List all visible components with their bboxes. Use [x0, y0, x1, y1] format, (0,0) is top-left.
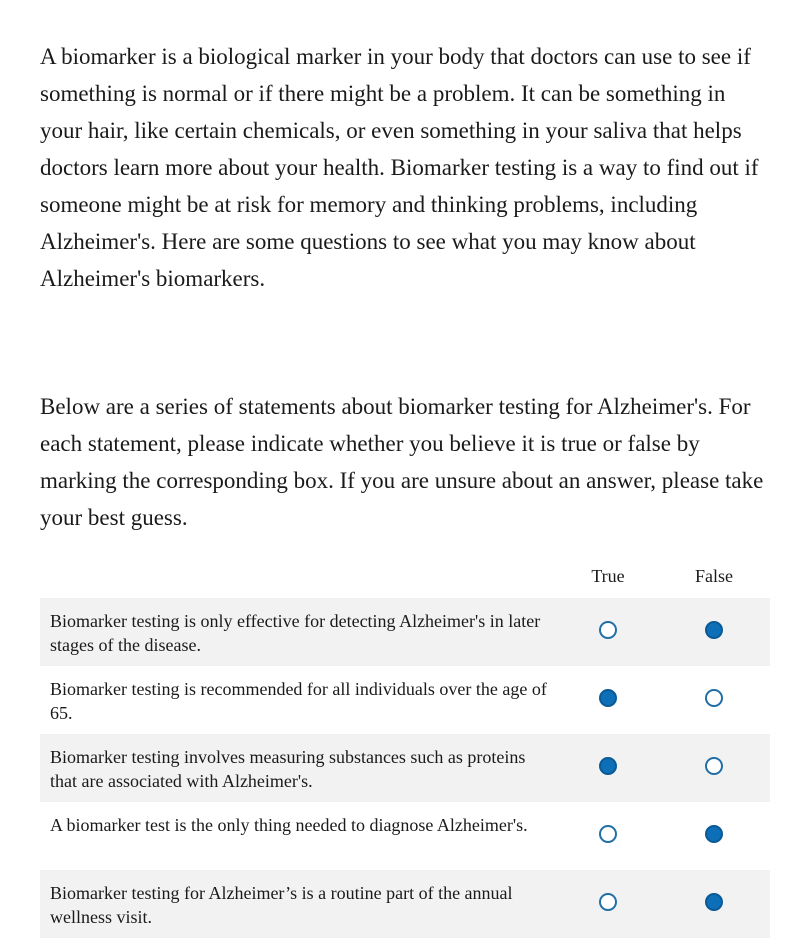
statement-text: A biomarker test is the only thing needed to diagnose Alzheimer's. — [50, 815, 528, 835]
radio-false[interactable] — [705, 893, 723, 911]
statement-text: Biomarker testing for Alzheimer’s is a routine part of the annual wellness visit. — [50, 883, 513, 927]
radio-false[interactable] — [705, 757, 723, 775]
matrix-row — [40, 870, 770, 938]
matrix-rows — [40, 598, 770, 938]
column-header-false: False — [695, 566, 733, 586]
intro-paragraph: A biomarker is a biological marker in your body that doctors can use to see if something is normal or if there might be a problem. It can be something in your hair, like certain chemicals, or even something in your saliva that helps doctors learn more about your health. Biomarker testing is a way to find out if someone might be at risk for memory and thinking problems, including Alzheimer's. Here are some questions to see what you may know about Alzheimer's biomarkers. — [40, 44, 759, 291]
column-header-true: True — [591, 566, 625, 586]
radio-true[interactable] — [599, 757, 617, 775]
radio-true[interactable] — [599, 825, 617, 843]
radio-false[interactable] — [705, 689, 723, 707]
matrix-row — [40, 666, 770, 734]
matrix-row — [40, 734, 770, 802]
statement-text: Biomarker testing is recommended for all individuals over the age of 65. — [50, 679, 547, 723]
radio-true[interactable] — [599, 893, 617, 911]
matrix-row — [40, 802, 770, 870]
instructions-paragraph: Below are a series of statements about biomarker testing for Alzheimer's. For each statement, please indicate whether you believe it is true or false by marking the corresponding box. If you are unsure about an answer, please take your best guess. — [40, 394, 764, 530]
radio-false[interactable] — [705, 621, 723, 639]
radio-true[interactable] — [599, 621, 617, 639]
radio-false[interactable] — [705, 825, 723, 843]
radio-true[interactable] — [599, 689, 617, 707]
statement-text: Biomarker testing is only effective for detecting Alzheimer's in later stages of the disease. — [50, 611, 541, 655]
matrix-row — [40, 598, 770, 666]
statement-text: Biomarker testing involves measuring substances such as proteins that are associated with Alzheimer's. — [50, 747, 526, 791]
